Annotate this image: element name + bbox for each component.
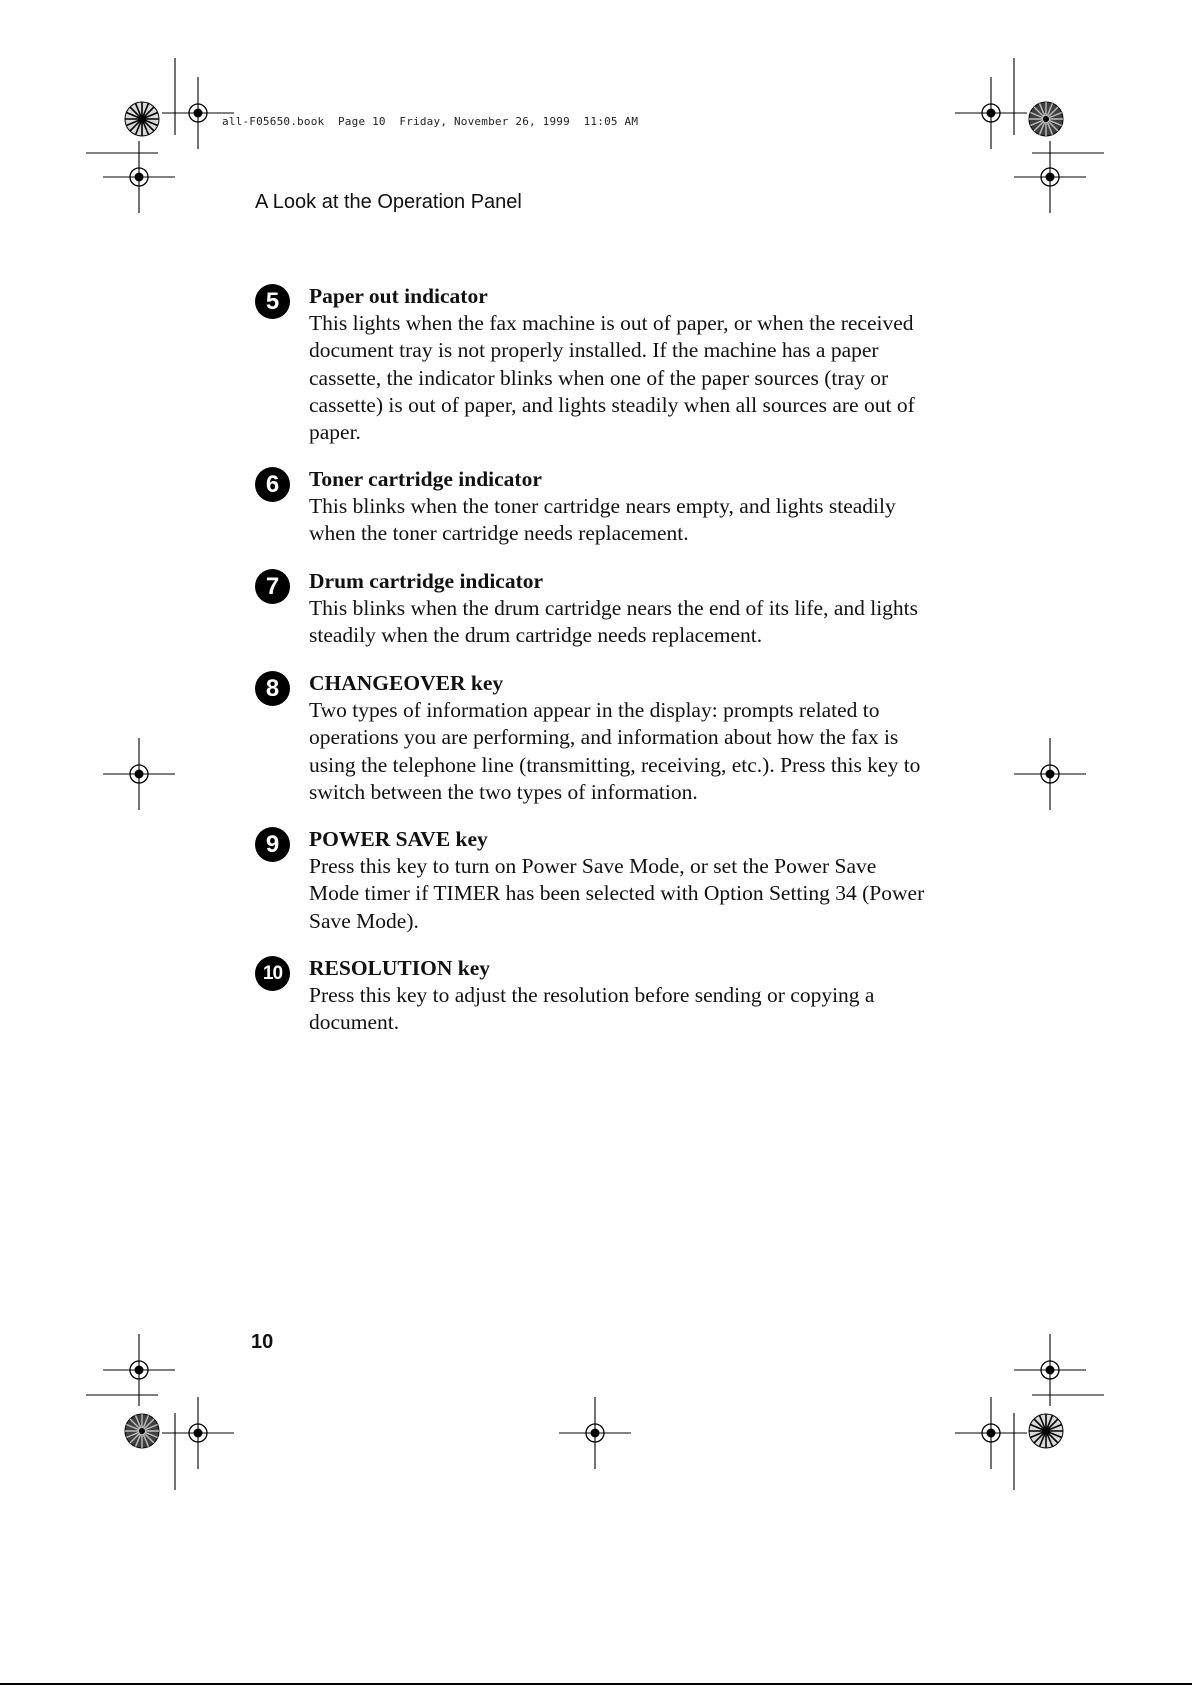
starburst-bottom-left	[125, 1414, 159, 1448]
item-body: This blinks when the toner cartridge nears empty, and lights steadily when the toner cartridge needs replacement.	[309, 494, 896, 546]
starburst-bottom-right	[1029, 1414, 1063, 1448]
item-body: Press this key to adjust the resolution before sending or copying a document.	[309, 983, 875, 1035]
running-head: A Look at the Operation Panel	[255, 191, 522, 213]
item-body: This lights when the fax machine is out of paper, or when the received document tray is not properly installed. If the machine has a paper cassette, the indicator blinks when one of the paper sources (tray or cassette) is out of paper, and lights steadily when all sources are out of paper.	[309, 311, 915, 445]
item-title: RESOLUTION key	[309, 956, 490, 980]
crosshair-top-right	[955, 77, 1027, 149]
crosshair-mid-left	[103, 738, 175, 810]
item-title: POWER SAVE key	[309, 827, 488, 851]
page-number: 10	[251, 1331, 274, 1353]
crosshair-upper-right	[1014, 141, 1086, 213]
item-title: CHANGEOVER key	[309, 671, 504, 695]
crosshair-top-left	[162, 77, 234, 149]
item-body: This blinks when the drum cartridge nears the end of its life, and lights steadily when the drum cartridge needs replacement.	[309, 596, 919, 648]
list-item-paper-out	[255, 283, 925, 446]
number-badge: 10	[255, 956, 290, 991]
list-item-drum	[255, 568, 925, 650]
starburst-top-right	[1029, 102, 1063, 136]
starburst-top-left	[125, 102, 159, 136]
list-item-changeover	[255, 670, 925, 806]
item-body: Press this key to turn on Power Save Mode, or set the Power Save Mode timer if TIMER has been selected with Option Setting 34 (Power Save Mode).	[309, 854, 925, 933]
number-badge: 7	[255, 569, 290, 604]
number-badge: 8	[255, 671, 290, 706]
print-slug: all-F05650.book Page 10 Friday, November 26, 1999 11:05 AM	[222, 115, 639, 128]
list-item-toner	[255, 466, 925, 548]
item-title: Drum cartridge indicator	[309, 569, 544, 593]
crosshair-bottom-center	[559, 1397, 631, 1469]
list-item-resolution	[255, 955, 925, 1037]
crosshair-bottom-right	[955, 1397, 1027, 1469]
crosshair-mid-right	[1014, 738, 1086, 810]
item-body: Two types of information appear in the display: prompts related to operations you are performing, and information about how the fax is using the telephone line (transmitting, receiving, etc.). Press this key to switch between the two types of information.	[309, 698, 921, 804]
number-badge: 5	[255, 284, 290, 319]
item-title: Toner cartridge indicator	[309, 467, 542, 491]
number-badge: 6	[255, 467, 290, 502]
crosshair-upper-left	[103, 141, 175, 213]
item-title: Paper out indicator	[309, 284, 488, 308]
list-item-power-save	[255, 826, 925, 935]
crosshair-bottom-left	[162, 1397, 234, 1469]
number-badge: 9	[255, 827, 290, 862]
